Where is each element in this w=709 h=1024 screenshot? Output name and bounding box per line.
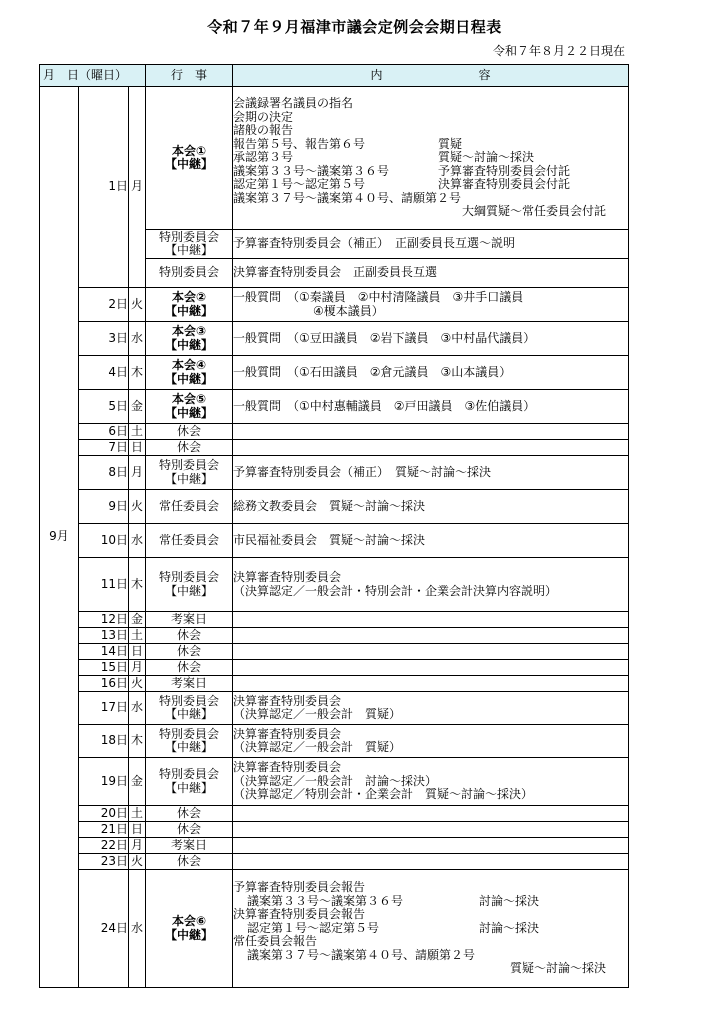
- weekday-cell: 木: [129, 356, 146, 390]
- day-cell: 22日: [79, 838, 129, 854]
- relay-label: 【中継】: [165, 471, 214, 486]
- day-cell: 9日: [79, 490, 129, 524]
- day-cell: 23日: [79, 854, 129, 870]
- content-cell: [233, 440, 629, 456]
- content-line: 討論～採決: [479, 920, 540, 935]
- event-cell: [146, 692, 233, 725]
- event-cell: 常任委員会: [146, 490, 233, 524]
- content-cell: [233, 758, 629, 806]
- content-line: （決算認定／一般会計 質疑）: [233, 707, 402, 721]
- content-cell: [233, 806, 629, 822]
- table-row: [40, 456, 629, 490]
- event-cell: [146, 725, 233, 758]
- table-row: [40, 838, 629, 854]
- content-line: 決算審査特別委員会報告: [233, 907, 366, 922]
- event-label: 特別委員会: [159, 570, 220, 584]
- table-row: [40, 424, 629, 440]
- weekday-cell: 日: [129, 440, 146, 456]
- header-month-day: 月 日（曜日）: [40, 65, 146, 87]
- content-line: 報告第５号、報告第６号: [233, 136, 366, 151]
- event-cell: [146, 87, 233, 230]
- event-cell: 休会: [146, 806, 233, 822]
- event-cell: [146, 758, 233, 806]
- event-cell: 休会: [146, 628, 233, 644]
- content-cell: 一般質問 （①豆田議員 ②岩下議員 ③中村晶代議員）: [233, 322, 629, 356]
- day-cell: 14日: [79, 644, 129, 660]
- content-line: （決算認定／一般会計 質疑）: [233, 740, 402, 754]
- event-label: 特別委員会: [159, 767, 220, 781]
- event-cell: 休会: [146, 644, 233, 660]
- event-label: 特別委員会: [159, 458, 220, 472]
- table-row: [40, 490, 629, 524]
- content-line: 認定第１号～認定第５号: [233, 177, 366, 192]
- weekday-cell: 月: [129, 87, 146, 288]
- relay-label: 【中継】: [165, 371, 214, 386]
- content-cell: [233, 676, 629, 692]
- table-row: [40, 758, 629, 806]
- content-line: 決算審査特別委員会: [233, 693, 342, 708]
- relay-label: 【中継】: [165, 337, 214, 352]
- event-cell: [146, 356, 233, 390]
- event-cell: [146, 322, 233, 356]
- table-row: [40, 692, 629, 725]
- day-cell: 18日: [79, 725, 129, 758]
- event-label: 本会①: [171, 143, 207, 158]
- content-line: 質疑～討論～採決: [510, 961, 607, 976]
- relay-label: 【中継】: [165, 583, 214, 598]
- event-label: 本会④: [171, 358, 207, 372]
- content-line: 会期の決定: [233, 109, 294, 124]
- content-cell: [233, 725, 629, 758]
- weekday-cell: 火: [129, 854, 146, 870]
- day-cell: 20日: [79, 806, 129, 822]
- event-label: 本会⑥: [171, 914, 207, 928]
- event-cell: 休会: [146, 660, 233, 676]
- event-label: 本会②: [171, 290, 207, 304]
- table-row: [40, 390, 629, 424]
- content-cell: [233, 424, 629, 440]
- table-row: [40, 822, 629, 838]
- day-cell: 24日: [79, 870, 129, 988]
- day-cell: 13日: [79, 628, 129, 644]
- content-line: （決算認定／特別会計・企業会計 質疑～討論～採決）: [233, 787, 534, 802]
- content-line: （決算認定／一般会計・特別会計・企業会計決算内容説明）: [233, 583, 558, 598]
- table-row: [40, 854, 629, 870]
- event-cell: [146, 870, 233, 988]
- content-cell: [233, 838, 629, 854]
- day-cell: 10日: [79, 524, 129, 558]
- content-line: 質疑～討論～採決: [438, 150, 535, 165]
- table-row: [40, 628, 629, 644]
- header-event: 行 事: [146, 65, 233, 87]
- weekday-cell: 火: [129, 676, 146, 692]
- day-cell: 6日: [79, 424, 129, 440]
- table-row: [40, 612, 629, 628]
- content-cell: 予算審査特別委員会（補正） 正副委員長互選～説明: [233, 230, 629, 259]
- table-row: [40, 356, 629, 390]
- event-cell: [146, 288, 233, 322]
- content-line: 諸般の報告: [233, 123, 294, 138]
- weekday-cell: 木: [129, 558, 146, 612]
- table-row: [40, 524, 629, 558]
- weekday-cell: 月: [129, 838, 146, 854]
- table-row: [40, 725, 629, 758]
- content-cell: [233, 660, 629, 676]
- day-cell: 2日: [79, 288, 129, 322]
- content-line: 議案第３７号～議案第４０号、請願第２号: [247, 947, 476, 962]
- weekday-cell: 水: [129, 524, 146, 558]
- day-cell: 11日: [79, 558, 129, 612]
- content-line: 議案第３３号～議案第３６号: [233, 163, 390, 178]
- content-line: 決算審査特別委員会付託: [438, 177, 571, 192]
- weekday-cell: 火: [129, 288, 146, 322]
- table-row: [40, 322, 629, 356]
- weekday-cell: 土: [129, 424, 146, 440]
- table-row: [40, 644, 629, 660]
- weekday-cell: 日: [129, 822, 146, 838]
- relay-label: 【中継】: [165, 405, 214, 420]
- day-cell: 8日: [79, 456, 129, 490]
- event-cell: 常任委員会: [146, 524, 233, 558]
- table-row: [40, 806, 629, 822]
- content-line: （決算認定／一般会計 討論～採決）: [233, 773, 438, 788]
- content-cell: [233, 822, 629, 838]
- day-cell: 5日: [79, 390, 129, 424]
- header-row: [40, 65, 629, 87]
- content-line: 討論～採決: [479, 893, 540, 908]
- weekday-cell: 土: [129, 628, 146, 644]
- day-cell: 1日: [79, 87, 129, 288]
- table-row: [40, 87, 629, 230]
- table-row: [40, 676, 629, 692]
- content-line: 一般質問 （①秦議員 ②中村清隆議員 ③井手口議員: [233, 290, 524, 304]
- day-cell: 3日: [79, 322, 129, 356]
- event-cell: 特別委員会: [146, 259, 233, 288]
- event-cell: [146, 230, 233, 259]
- weekday-cell: 火: [129, 490, 146, 524]
- event-cell: 考案日: [146, 838, 233, 854]
- day-cell: 16日: [79, 676, 129, 692]
- content-cell: [233, 870, 629, 988]
- content-cell: 予算審査特別委員会（補正） 質疑～討論～採決: [233, 456, 629, 490]
- schedule-table: [39, 64, 629, 988]
- table-row: [40, 660, 629, 676]
- weekday-cell: 水: [129, 870, 146, 988]
- event-cell: [146, 558, 233, 612]
- weekday-cell: 日: [129, 644, 146, 660]
- event-label: 本会③: [171, 324, 207, 338]
- day-cell: 19日: [79, 758, 129, 806]
- event-label: 特別委員会: [159, 693, 220, 708]
- weekday-cell: 木: [129, 725, 146, 758]
- weekday-cell: 金: [129, 390, 146, 424]
- weekday-cell: 金: [129, 758, 146, 806]
- table-row: [40, 870, 629, 988]
- content-line: 予算審査特別委員会付託: [438, 163, 571, 178]
- content-cell: 一般質問 （①石田議員 ②倉元議員 ③山本議員）: [233, 356, 629, 390]
- weekday-cell: 水: [129, 692, 146, 725]
- content-line: 大綱質疑～常任委員会付託: [462, 204, 607, 219]
- event-label: 特別委員会: [159, 726, 220, 741]
- content-line: 決算審査特別委員会: [233, 570, 342, 584]
- day-cell: 17日: [79, 692, 129, 725]
- day-cell: 15日: [79, 660, 129, 676]
- content-cell: 一般質問 （①中村惠輔議員 ②戸田議員 ③佐伯議員）: [233, 390, 629, 424]
- content-cell: [233, 628, 629, 644]
- as-of-date: 令和７年８月２２日現在: [492, 44, 625, 58]
- document-title: 令和７年９月福津市議会定例会会期日程表: [207, 18, 502, 36]
- table-row: [40, 288, 629, 322]
- content-line: 議案第３３号～議案第３６号: [247, 893, 404, 908]
- event-cell: 休会: [146, 854, 233, 870]
- event-cell: 休会: [146, 424, 233, 440]
- day-cell: 7日: [79, 440, 129, 456]
- content-line: 承認第３号: [233, 150, 294, 165]
- relay-label: 【中継】: [165, 157, 214, 171]
- relay-label: 【中継】: [165, 780, 214, 795]
- content-cell: [233, 87, 629, 230]
- content-cell: 決算審査特別委員会 正副委員長互選: [233, 259, 629, 288]
- content-line: 認定第１号～認定第５号: [247, 920, 380, 935]
- content-line: 常任委員会報告: [233, 934, 318, 949]
- header-content: 内 容: [233, 65, 629, 87]
- weekday-cell: 土: [129, 806, 146, 822]
- content-line: 予算審査特別委員会報告: [233, 880, 366, 895]
- content-cell: [233, 558, 629, 612]
- event-cell: 休会: [146, 822, 233, 838]
- content-line: 議案第３７号～議案第４０号、請願第２号: [233, 190, 462, 205]
- content-cell: 総務文教委員会 質疑～討論～採決: [233, 490, 629, 524]
- day-cell: 4日: [79, 356, 129, 390]
- table-row: [40, 440, 629, 456]
- table-row: [40, 558, 629, 612]
- event-cell: 休会: [146, 440, 233, 456]
- weekday-cell: 月: [129, 660, 146, 676]
- event-label: 特別委員会: [159, 229, 220, 244]
- relay-label: 【中継】: [165, 303, 214, 318]
- content-cell: [233, 288, 629, 322]
- event-cell: [146, 456, 233, 490]
- content-line: 決算審査特別委員会: [233, 726, 342, 741]
- relay-label: 【中継】: [165, 707, 214, 721]
- event-label: 本会⑤: [171, 392, 207, 406]
- day-cell: 21日: [79, 822, 129, 838]
- content-line: ④榎本議員）: [313, 303, 384, 318]
- content-line: 質疑: [438, 136, 463, 151]
- content-cell: [233, 612, 629, 628]
- weekday-cell: 金: [129, 612, 146, 628]
- content-line: 会議録署名議員の指名: [233, 96, 354, 111]
- content-cell: [233, 692, 629, 725]
- weekday-cell: 月: [129, 456, 146, 490]
- relay-label: 【中継】: [165, 927, 214, 942]
- relay-label: 【中継】: [165, 243, 214, 257]
- event-cell: 考案日: [146, 612, 233, 628]
- month-cell: 9月: [40, 87, 79, 988]
- event-cell: 考案日: [146, 676, 233, 692]
- content-cell: 市民福祉委員会 質疑～討論～採決: [233, 524, 629, 558]
- day-cell: 12日: [79, 612, 129, 628]
- weekday-cell: 水: [129, 322, 146, 356]
- content-cell: [233, 644, 629, 660]
- event-cell: [146, 390, 233, 424]
- content-cell: [233, 854, 629, 870]
- relay-label: 【中継】: [165, 740, 214, 754]
- content-line: 決算審査特別委員会: [233, 760, 342, 775]
